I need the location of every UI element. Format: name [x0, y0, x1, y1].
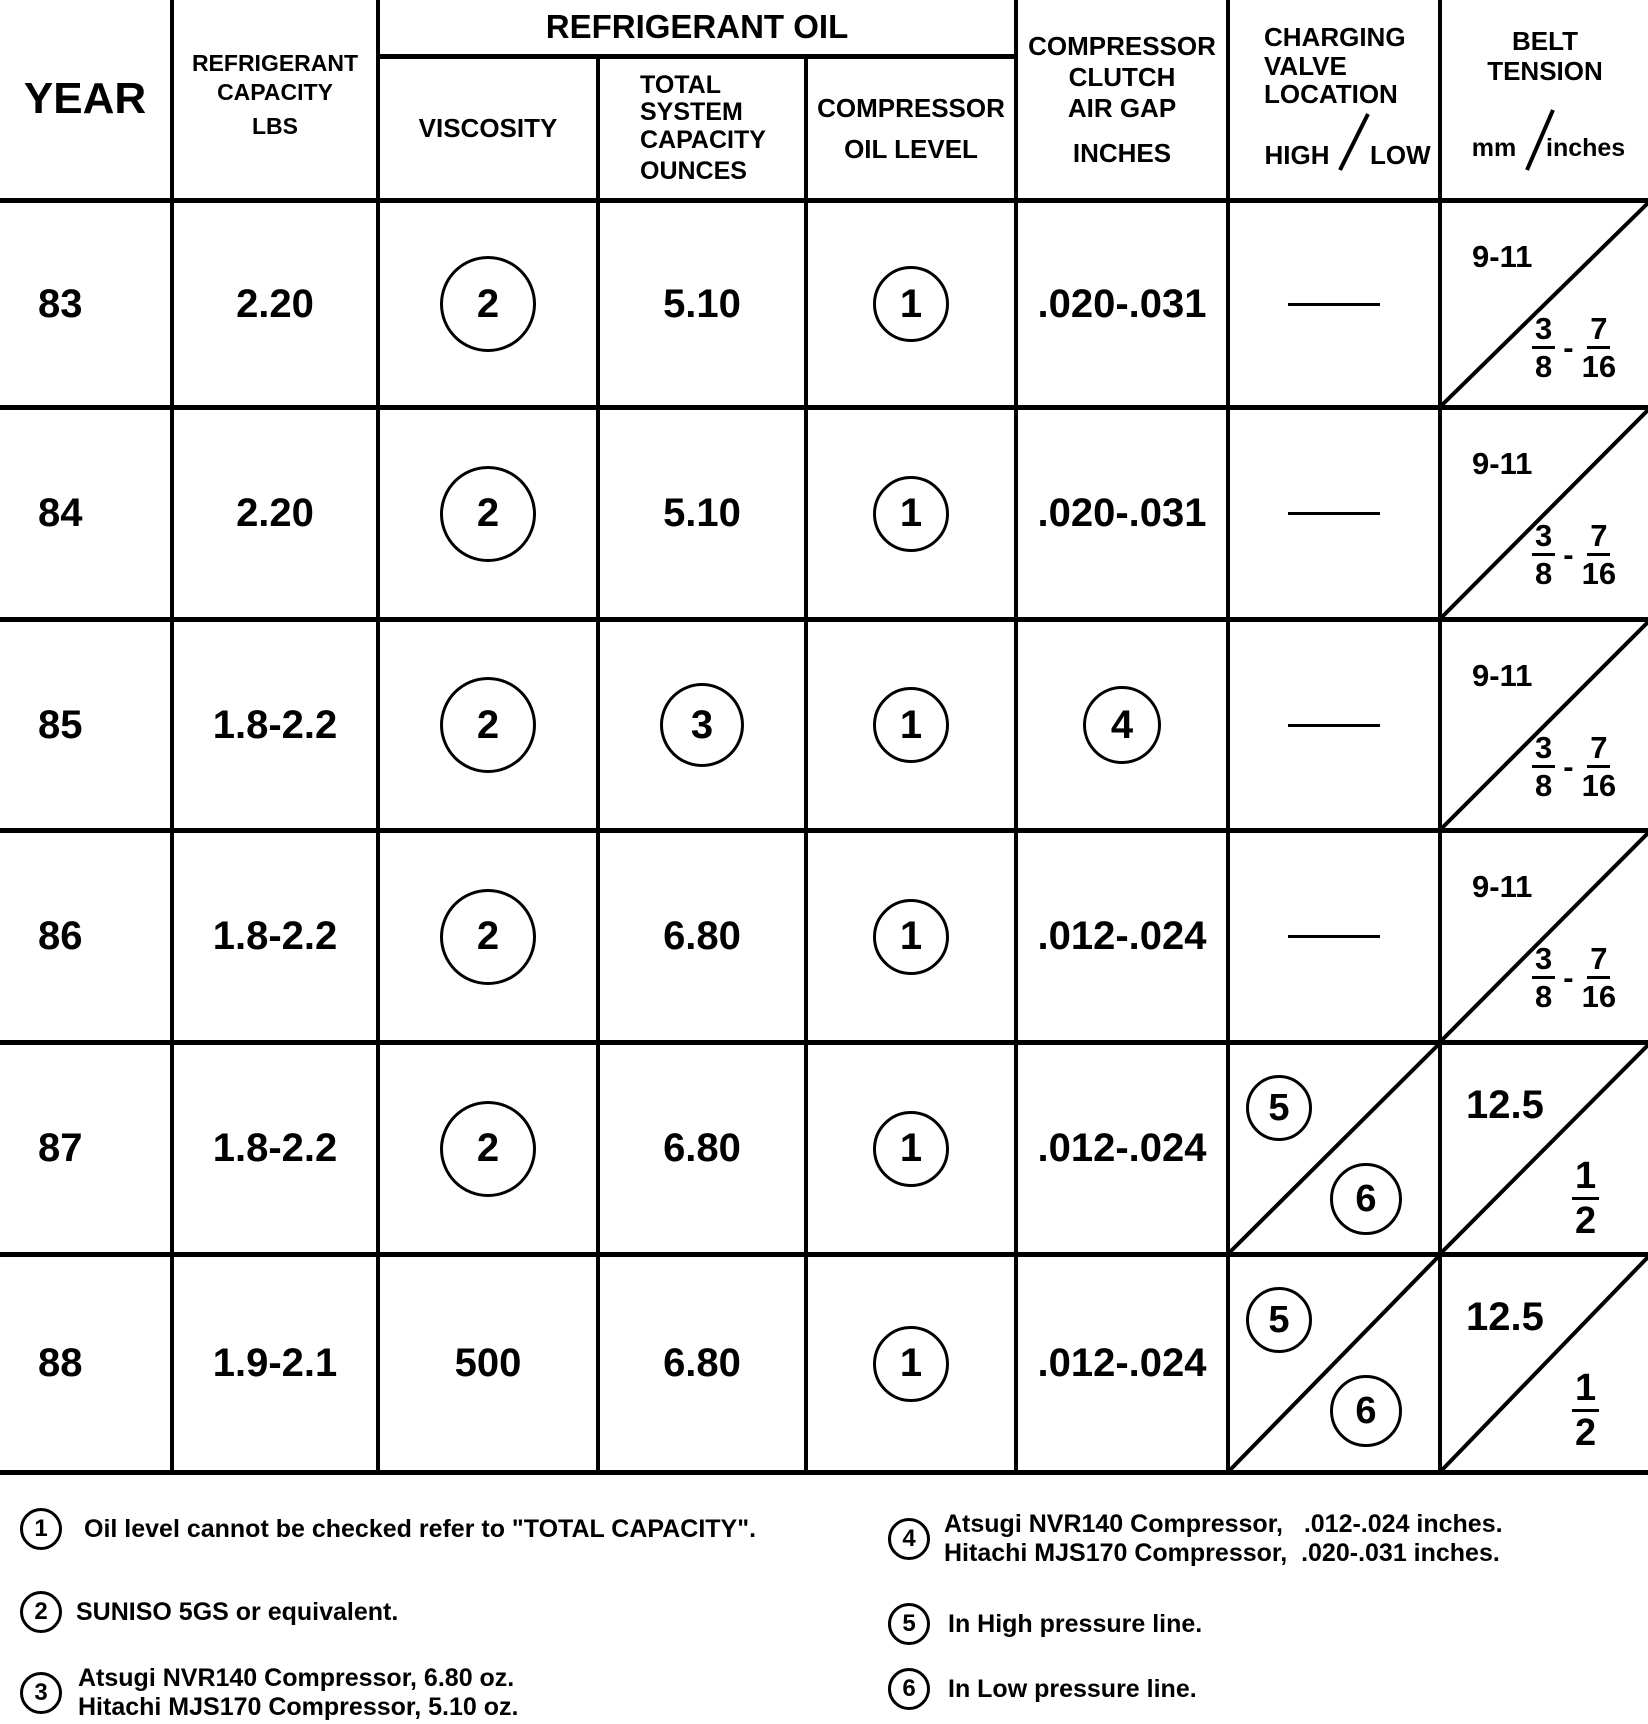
clutch-air-gap-header [1018, 10, 1226, 190]
air-gap-value: .012-.024 [1037, 1126, 1207, 1170]
footnote-ref-circle [873, 476, 949, 552]
header-line: LBS [252, 113, 298, 140]
belt-inches-value [1532, 520, 1616, 589]
air-gap-value: .020-.031 [1037, 491, 1207, 535]
compressor-oil-level-cell [808, 622, 1014, 828]
fraction-denominator: 16 [1581, 556, 1617, 591]
footnote-ref-circle [440, 889, 536, 985]
header-line: INCHES [1072, 138, 1172, 169]
footnote-number: 5 [902, 1610, 916, 1638]
valve-high-value: 5 [1268, 1298, 1290, 1341]
year-cell [0, 410, 170, 617]
valve-high-circle [1246, 1287, 1312, 1353]
header-line: TENSION [1487, 56, 1603, 86]
fraction [1532, 943, 1555, 1012]
refrigerant-oil-label: REFRIGERANT OIL [545, 8, 849, 46]
footnote-3 [20, 1664, 518, 1722]
total-capacity-header [600, 59, 804, 198]
total-capacity-value: 5.10 [663, 281, 741, 326]
air-gap-value: .012-.024 [1037, 914, 1207, 958]
total-capacity-cell [600, 1045, 804, 1252]
compressor-oil-level-cell [808, 1045, 1014, 1252]
viscosity-value: 2 [476, 914, 500, 958]
refrigerant-capacity-cell [174, 410, 376, 617]
footnote-marker [20, 1672, 62, 1714]
fraction-numerator: 1 [1572, 1157, 1599, 1200]
belt-tension-cell [1442, 833, 1648, 1040]
viscosity-value: 2 [476, 702, 500, 747]
footnote-ref-circle [440, 256, 536, 352]
compressor-oil-level-cell [808, 833, 1014, 1040]
belt-mm-value: 9-11 [1472, 869, 1533, 904]
viscosity-value: 2 [476, 1126, 500, 1170]
footnote-ref-circle [1083, 686, 1161, 764]
footnote-marker [888, 1603, 930, 1645]
viscosity-cell [380, 1257, 596, 1470]
clutch-air-gap-cell [1018, 203, 1226, 405]
footnote-text: Atsugi NVR140 Compressor, .012-.024 inches. [944, 1510, 1503, 1538]
header-line: CAPACITY [217, 78, 333, 105]
table-bottom-rule [0, 1470, 1648, 1475]
oil-level-value: 1 [899, 914, 923, 958]
year-header-label: YEAR [23, 73, 147, 123]
footnote-text: Hitachi MJS170 Compressor, 5.10 oz. [78, 1692, 519, 1721]
footnote-5 [888, 1603, 1202, 1645]
belt-mm-value: 9-11 [1472, 239, 1533, 274]
fraction-numerator: 7 [1587, 943, 1610, 979]
total-capacity-cell [600, 203, 804, 405]
header-line: OIL LEVEL [844, 133, 978, 164]
footnote-ref-circle [873, 899, 949, 975]
fraction-separator: - [1563, 536, 1574, 572]
belt-tension-cell [1442, 1045, 1648, 1252]
belt-inches-value [1572, 1157, 1599, 1240]
clutch-air-gap-cell [1018, 1045, 1226, 1252]
footnote-text: Oil level cannot be checked refer to "TOTAL CAPACITY". [84, 1514, 757, 1543]
total-capacity-value: 3 [690, 702, 714, 747]
oil-level-value: 1 [899, 1341, 923, 1385]
charging-valve-cell [1230, 833, 1438, 1040]
footnote-marker [888, 1518, 930, 1560]
clutch-air-gap-cell [1018, 833, 1226, 1040]
viscosity-cell [380, 833, 596, 1040]
belt-inches-value [1532, 943, 1616, 1012]
fraction-denominator: 16 [1581, 768, 1617, 803]
header-line: SYSTEM [640, 98, 743, 126]
header-line: CAPACITY [640, 125, 766, 154]
belt-mm-header [1466, 128, 1522, 168]
fraction [1582, 313, 1616, 382]
year-value: 88 [38, 1341, 83, 1385]
refrigerant-capacity-value: 2.20 [236, 281, 314, 326]
refrigerant-capacity-value: 2.20 [236, 491, 314, 535]
refrigerant-capacity-cell [174, 203, 376, 405]
valve-low-label: LOW [1370, 139, 1431, 170]
header-line: TOTAL [640, 70, 722, 99]
compressor-oil-level-cell [808, 410, 1014, 617]
fraction-denominator: 8 [1535, 768, 1553, 803]
header-line: BELT [1512, 26, 1578, 57]
oil-level-value: 1 [899, 281, 923, 326]
belt-mm-value: 12.5 [1466, 1083, 1544, 1127]
charging-valve-cell [1230, 410, 1438, 617]
footnote-number: 6 [902, 1675, 916, 1703]
year-cell [0, 833, 170, 1040]
footnote-ref-circle [873, 1326, 949, 1402]
footnote-ref-circle [440, 677, 536, 773]
fraction-denominator: 2 [1575, 1200, 1597, 1242]
belt-inches-value [1532, 313, 1616, 382]
charging-valve-cell [1230, 203, 1438, 405]
fraction-separator: - [1563, 959, 1574, 995]
belt-inches-value [1572, 1369, 1599, 1452]
belt-tension-cell [1442, 410, 1648, 617]
refrigerant-capacity-cell [174, 622, 376, 828]
valve-low-value: 6 [1355, 1389, 1377, 1432]
year-value: 83 [38, 281, 83, 326]
belt-mm-value: 9-11 [1472, 446, 1533, 481]
footnote-marker [20, 1508, 62, 1550]
total-capacity-cell [600, 622, 804, 828]
fraction-numerator: 3 [1532, 943, 1555, 979]
fraction-numerator: 7 [1587, 520, 1610, 556]
fraction [1572, 1157, 1599, 1240]
refrigerant-oil-header [380, 0, 1014, 54]
year-value: 85 [38, 702, 83, 747]
valve-high-value: 5 [1268, 1086, 1290, 1129]
footnote-1 [20, 1508, 756, 1550]
refrigerant-capacity-value: 1.8-2.2 [212, 914, 338, 958]
fraction [1532, 732, 1555, 801]
viscosity-value: 2 [476, 281, 500, 326]
footnote-6 [888, 1668, 1197, 1710]
viscosity-header [380, 59, 596, 198]
fraction-denominator: 16 [1581, 349, 1617, 384]
header-line: LOCATION [1264, 79, 1398, 110]
footnote-text: Hitachi MJS170 Compressor, .020-.031 inches. [944, 1538, 1500, 1567]
compressor-oil-level-header [808, 59, 1014, 198]
header-line: VALVE [1264, 50, 1347, 81]
footnote-ref-circle [440, 1101, 536, 1197]
valve-low-circle [1330, 1163, 1402, 1235]
refrigerant-capacity-value: 1.9-2.1 [212, 1341, 338, 1385]
footnote-number: 1 [34, 1515, 48, 1543]
belt-inches-value [1532, 732, 1616, 801]
total-capacity-value: 6.80 [663, 914, 741, 958]
footnote-ref-circle [873, 687, 949, 763]
belt-tension-cell [1442, 622, 1648, 828]
viscosity-cell [380, 622, 596, 828]
belt-inches-header [1546, 128, 1646, 168]
footnote-ref-circle [873, 266, 949, 342]
total-capacity-cell [600, 1257, 804, 1470]
footnote-4 [888, 1510, 1503, 1568]
fraction [1532, 520, 1555, 589]
clutch-air-gap-cell [1018, 410, 1226, 617]
year-cell [0, 1257, 170, 1470]
valve-low-header [1368, 135, 1440, 175]
compressor-oil-level-cell [808, 1257, 1014, 1470]
footnote-text: SUNISO 5GS or equivalent. [76, 1597, 399, 1626]
total-capacity-value: 5.10 [663, 491, 741, 535]
oil-level-value: 1 [899, 491, 923, 535]
valve-high-header [1254, 135, 1340, 175]
footnote-number: 4 [902, 1524, 916, 1552]
viscosity-cell [380, 410, 596, 617]
refrigerant-capacity-value: 1.8-2.2 [212, 702, 338, 747]
dash-mark [1288, 724, 1380, 727]
charging-valve-cell [1230, 622, 1438, 828]
air-gap-value: .012-.024 [1037, 1341, 1207, 1385]
fraction [1532, 313, 1555, 382]
footnote-ref-circle [660, 683, 744, 767]
total-capacity-value: 6.80 [663, 1341, 741, 1385]
clutch-air-gap-cell [1018, 1257, 1226, 1470]
fraction-numerator: 3 [1532, 732, 1555, 768]
fraction-denominator: 16 [1581, 979, 1617, 1014]
dash-mark [1288, 303, 1380, 306]
footnote-marker [20, 1591, 62, 1633]
fraction-numerator: 1 [1572, 1369, 1599, 1412]
dash-mark [1288, 935, 1380, 938]
compressor-oil-level-cell [808, 203, 1014, 405]
viscosity-value: 500 [454, 1341, 522, 1385]
footnote-marker [888, 1668, 930, 1710]
footnote-number: 2 [34, 1598, 48, 1626]
fraction-denominator: 8 [1535, 556, 1553, 591]
viscosity-cell [380, 203, 596, 405]
dash-mark [1288, 512, 1380, 515]
year-value: 86 [38, 914, 83, 958]
footnote-number: 3 [34, 1678, 48, 1706]
header-line: COMPRESSOR [817, 93, 1005, 124]
fraction [1582, 520, 1616, 589]
fraction-numerator: 7 [1587, 732, 1610, 768]
fraction-separator: - [1563, 748, 1574, 784]
footnote-text: Atsugi NVR140 Compressor, 6.80 oz. [78, 1664, 515, 1692]
header-line: CLUTCH [1068, 61, 1176, 92]
fraction [1582, 943, 1616, 1012]
air-gap-value: .020-.031 [1037, 281, 1207, 326]
year-cell [0, 1045, 170, 1252]
belt-tension-cell [1442, 203, 1648, 405]
clutch-air-gap-cell [1018, 622, 1226, 828]
fraction-numerator: 3 [1532, 313, 1555, 349]
viscosity-cell [380, 1045, 596, 1252]
year-value: 87 [38, 1126, 83, 1170]
fraction-numerator: 3 [1532, 520, 1555, 556]
year-value: 84 [38, 491, 83, 535]
valve-low-circle [1330, 1375, 1402, 1447]
footnote-ref-circle [873, 1111, 949, 1187]
refrigerant-capacity-header [174, 40, 376, 150]
refrigerant-capacity-cell [174, 1257, 376, 1470]
footnote-2 [20, 1591, 398, 1633]
header-line: CHARGING [1264, 22, 1406, 53]
total-capacity-cell [600, 410, 804, 617]
fraction-denominator: 2 [1575, 1412, 1597, 1454]
charging-valve-cell [1230, 1045, 1438, 1252]
fraction-separator: - [1563, 329, 1574, 365]
charging-valve-header [1230, 16, 1438, 116]
year-cell [0, 622, 170, 828]
fraction-denominator: 8 [1535, 349, 1553, 384]
footnote-text: In Low pressure line. [948, 1674, 1197, 1703]
year-header [0, 0, 170, 198]
fraction [1572, 1369, 1599, 1452]
belt-mm-label: mm [1471, 133, 1517, 162]
belt-tension-header [1442, 22, 1648, 92]
air-gap-value: 4 [1110, 702, 1134, 747]
header-line: OUNCES [640, 157, 747, 185]
valve-high-circle [1246, 1075, 1312, 1141]
total-capacity-cell [600, 833, 804, 1040]
fraction-numerator: 7 [1587, 313, 1610, 349]
valve-high-label: HIGH [1264, 139, 1330, 170]
oil-level-value: 1 [899, 702, 923, 747]
refrigerant-capacity-value: 1.8-2.2 [212, 1126, 338, 1170]
header-line: COMPRESSOR [1028, 30, 1216, 61]
header-line: REFRIGERANT [191, 49, 359, 76]
refrigerant-capacity-cell [174, 1045, 376, 1252]
belt-inches-label: inches [1546, 133, 1626, 162]
header-line: AIR GAP [1067, 93, 1177, 123]
fraction [1582, 732, 1616, 801]
footnote-text: In High pressure line. [948, 1609, 1203, 1638]
belt-mm-value: 12.5 [1466, 1295, 1544, 1339]
viscosity-header-label: VISCOSITY [418, 112, 558, 143]
footnote-ref-circle [440, 466, 536, 562]
refrigerant-capacity-cell [174, 833, 376, 1040]
total-capacity-value: 6.80 [663, 1126, 741, 1170]
belt-tension-cell [1442, 1257, 1648, 1470]
belt-mm-value: 9-11 [1472, 658, 1533, 693]
oil-level-value: 1 [899, 1126, 923, 1170]
fraction-denominator: 8 [1535, 979, 1553, 1014]
charging-valve-cell [1230, 1257, 1438, 1470]
valve-low-value: 6 [1355, 1177, 1377, 1220]
year-cell [0, 203, 170, 405]
viscosity-value: 2 [476, 491, 500, 535]
